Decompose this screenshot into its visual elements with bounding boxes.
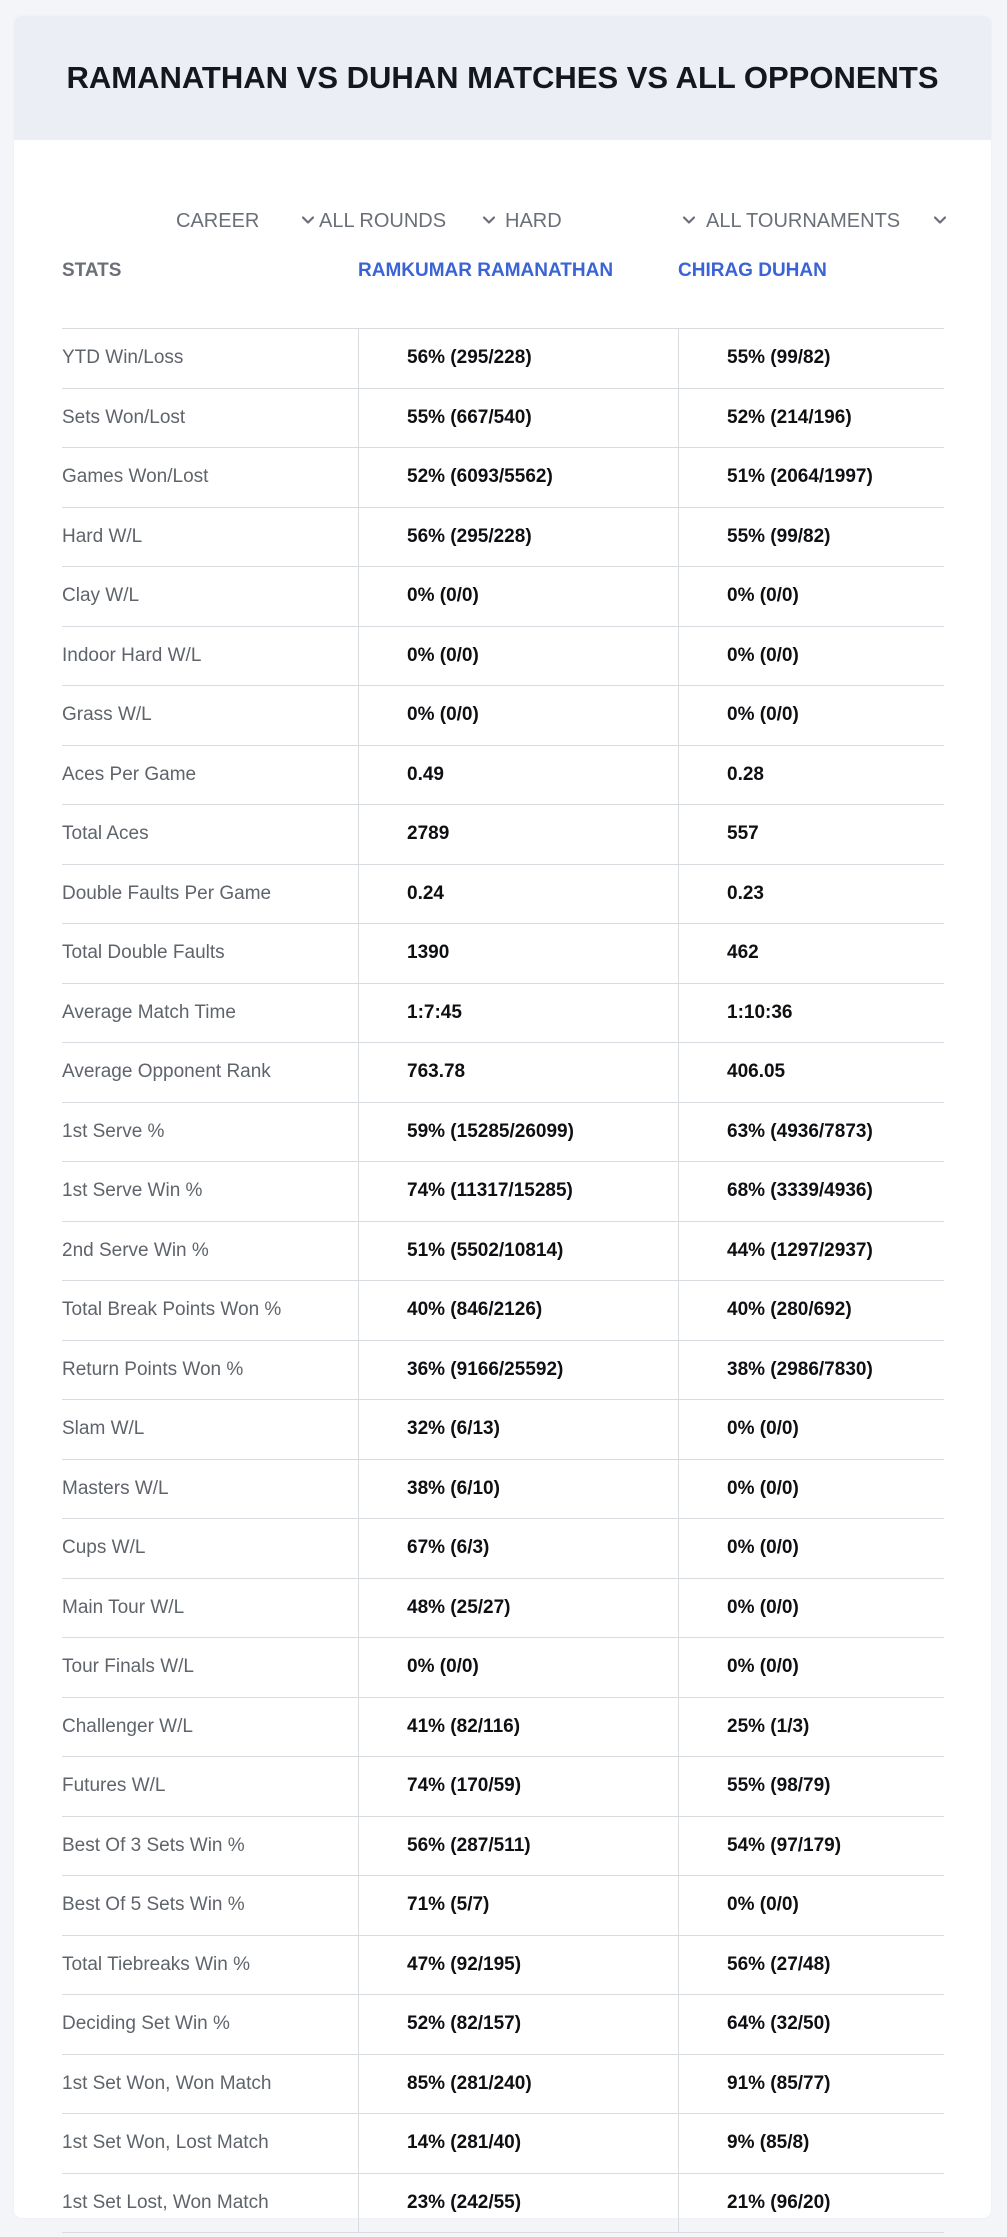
- table-row: [62, 1400, 944, 1460]
- player2-value: 462: [678, 924, 944, 983]
- stat-label: Deciding Set Win %: [62, 2013, 230, 2035]
- player2-value: 0% (0/0): [678, 686, 944, 745]
- player1-value: 36% (9166/25592): [358, 1341, 678, 1400]
- stat-label: Indoor Hard W/L: [62, 644, 202, 666]
- table-row: [62, 627, 944, 687]
- player1-value: 67% (6/3): [358, 1519, 678, 1578]
- stat-label: 1st Set Won, Lost Match: [62, 2132, 269, 2154]
- stat-label: Best Of 3 Sets Win %: [62, 1834, 245, 1856]
- player2-value: 21% (96/20): [678, 2174, 944, 2233]
- table-row: [62, 1579, 944, 1639]
- player1-value: 74% (11317/15285): [358, 1162, 678, 1221]
- table-row: [62, 805, 944, 865]
- table-body: [62, 329, 944, 2233]
- player2-value: 64% (32/50): [678, 1995, 944, 2054]
- table-row: [62, 1876, 944, 1936]
- table-row: [62, 329, 944, 389]
- player2-value: 91% (85/77): [678, 2055, 944, 2114]
- chevron-down-icon: [930, 210, 950, 230]
- player1-value: 56% (295/228): [358, 329, 678, 388]
- player2-value: 9% (85/8): [678, 2114, 944, 2173]
- table-row: [62, 1638, 944, 1698]
- stat-label: Aces Per Game: [62, 763, 197, 785]
- page-title: RAMANATHAN VS DUHAN MATCHES VS ALL OPPONENTS: [66, 60, 939, 95]
- table-row: [62, 1281, 944, 1341]
- player1-value: 56% (295/228): [358, 508, 678, 567]
- chevron-down-icon: [298, 210, 318, 230]
- player1-value: 0.24: [358, 865, 678, 924]
- stat-label: YTD Win/Loss: [62, 347, 184, 369]
- player1-value: 47% (92/195): [358, 1936, 678, 1995]
- stat-label: Average Match Time: [62, 1001, 236, 1023]
- player2-value: 0% (0/0): [678, 1876, 944, 1935]
- player2-value: 0% (0/0): [678, 1400, 944, 1459]
- player1-value: 0% (0/0): [358, 1638, 678, 1697]
- stat-label: Total Double Faults: [62, 942, 225, 964]
- stat-label: 1st Set Lost, Won Match: [62, 2191, 269, 2213]
- stat-label: Clay W/L: [62, 585, 140, 607]
- player2-column-header[interactable]: CHIRAG DUHAN: [678, 260, 827, 281]
- player1-value: 23% (242/55): [358, 2174, 678, 2233]
- player1-value: 38% (6/10): [358, 1460, 678, 1519]
- tournaments-select[interactable]: [706, 186, 900, 256]
- player1-value: 32% (6/13): [358, 1400, 678, 1459]
- player2-value: 44% (1297/2937): [678, 1222, 944, 1281]
- stat-label: Grass W/L: [62, 704, 152, 726]
- table-row: [62, 448, 944, 508]
- table-row: [62, 1043, 944, 1103]
- player1-value: 1:7:45: [358, 984, 678, 1043]
- filter-bar: [14, 186, 991, 256]
- stat-label: Sets Won/Lost: [62, 406, 186, 428]
- table-row: [62, 2114, 944, 2174]
- player1-value: 41% (82/116): [358, 1698, 678, 1757]
- player2-value: 0% (0/0): [678, 627, 944, 686]
- player2-value: 0% (0/0): [678, 1638, 944, 1697]
- player1-value: 14% (281/40): [358, 2114, 678, 2173]
- player1-value: 52% (82/157): [358, 1995, 678, 2054]
- stat-label: Total Tiebreaks Win %: [62, 1953, 250, 1975]
- stat-label: Cups W/L: [62, 1537, 146, 1559]
- table-row: [62, 1162, 944, 1222]
- stat-label: Futures W/L: [62, 1775, 166, 1797]
- chevron-down-icon: [479, 210, 499, 230]
- player2-value: 0% (0/0): [678, 1519, 944, 1578]
- stat-label: Total Aces: [62, 823, 149, 845]
- player2-value: 0% (0/0): [678, 567, 944, 626]
- player2-value: 557: [678, 805, 944, 864]
- stat-label: Hard W/L: [62, 525, 143, 547]
- table-row: [62, 2055, 944, 2115]
- stat-label: Masters W/L: [62, 1477, 169, 1499]
- player2-value: 38% (2986/7830): [678, 1341, 944, 1400]
- table-row: [62, 389, 944, 449]
- table-row: [62, 746, 944, 806]
- surface-select-value: HARD: [505, 209, 562, 232]
- table-row: [62, 865, 944, 925]
- table-row: [62, 1936, 944, 1996]
- stat-label: Slam W/L: [62, 1418, 145, 1440]
- table-row: [62, 1103, 944, 1163]
- player2-value: 63% (4936/7873): [678, 1103, 944, 1162]
- player1-column-header[interactable]: RAMKUMAR RAMANATHAN: [358, 260, 614, 281]
- table-row: [62, 984, 944, 1044]
- player1-value: 74% (170/59): [358, 1757, 678, 1816]
- table-row: [62, 1757, 944, 1817]
- player1-value: 0% (0/0): [358, 686, 678, 745]
- player2-value: 0% (0/0): [678, 1460, 944, 1519]
- table-row: [62, 1817, 944, 1877]
- player2-value: 55% (98/79): [678, 1757, 944, 1816]
- surface-select[interactable]: [505, 186, 562, 256]
- player2-value: 25% (1/3): [678, 1698, 944, 1757]
- period-select[interactable]: [176, 186, 259, 256]
- player1-value: 0% (0/0): [358, 567, 678, 626]
- player1-value: 85% (281/240): [358, 2055, 678, 2114]
- table-row: [62, 1222, 944, 1282]
- player1-value: 2789: [358, 805, 678, 864]
- player1-value: 40% (846/2126): [358, 1281, 678, 1340]
- player2-value: 1:10:36: [678, 984, 944, 1043]
- player1-value: 763.78: [358, 1043, 678, 1102]
- stats-column-header: STATS: [62, 260, 122, 281]
- player2-value: 55% (99/82): [678, 329, 944, 388]
- rounds-select[interactable]: [319, 186, 446, 256]
- player2-value: 0.28: [678, 746, 944, 805]
- stat-label: Double Faults Per Game: [62, 882, 272, 904]
- table-row: [62, 1341, 944, 1401]
- player2-value: 406.05: [678, 1043, 944, 1102]
- table-row: [62, 686, 944, 746]
- player1-value: 0.49: [358, 746, 678, 805]
- stat-label: Return Points Won %: [62, 1358, 244, 1380]
- player2-value: 56% (27/48): [678, 1936, 944, 1995]
- stat-label: Tour Finals W/L: [62, 1656, 194, 1678]
- player2-value: 52% (214/196): [678, 389, 944, 448]
- stats-card: [14, 16, 991, 2218]
- table-row: [62, 1698, 944, 1758]
- player1-value: 71% (5/7): [358, 1876, 678, 1935]
- table-row: [62, 2174, 944, 2234]
- stat-label: Average Opponent Rank: [62, 1061, 271, 1083]
- player2-value: 68% (3339/4936): [678, 1162, 944, 1221]
- player2-value: 51% (2064/1997): [678, 448, 944, 507]
- player2-value: 40% (280/692): [678, 1281, 944, 1340]
- stat-label: Challenger W/L: [62, 1715, 193, 1737]
- player2-value: 54% (97/179): [678, 1817, 944, 1876]
- table-row: [62, 1519, 944, 1579]
- player2-value: 0% (0/0): [678, 1579, 944, 1638]
- table-header: [62, 254, 944, 329]
- tournaments-select-value: ALL TOURNAMENTS: [706, 209, 901, 232]
- stat-label: 2nd Serve Win %: [62, 1239, 209, 1261]
- stat-label: 1st Serve Win %: [62, 1180, 203, 1202]
- table-row: [62, 924, 944, 984]
- chevron-down-icon: [679, 210, 699, 230]
- stat-label: Games Won/Lost: [62, 466, 209, 488]
- player1-value: 56% (287/511): [358, 1817, 678, 1876]
- player1-value: 55% (667/540): [358, 389, 678, 448]
- stat-label: Best Of 5 Sets Win %: [62, 1894, 245, 1916]
- table-row: [62, 508, 944, 568]
- player1-value: 51% (5502/10814): [358, 1222, 678, 1281]
- player1-value: 52% (6093/5562): [358, 448, 678, 507]
- player2-value: 55% (99/82): [678, 508, 944, 567]
- rounds-select-value: ALL ROUNDS: [319, 209, 447, 232]
- player1-value: 1390: [358, 924, 678, 983]
- stat-label: 1st Serve %: [62, 1120, 165, 1142]
- stat-label: Total Break Points Won %: [62, 1299, 282, 1321]
- table-row: [62, 567, 944, 627]
- card-header: [14, 16, 991, 140]
- player1-value: 0% (0/0): [358, 627, 678, 686]
- player2-value: 0.23: [678, 865, 944, 924]
- player1-value: 48% (25/27): [358, 1579, 678, 1638]
- player1-value: 59% (15285/26099): [358, 1103, 678, 1162]
- table-row: [62, 1995, 944, 2055]
- table-row: [62, 1460, 944, 1520]
- stat-label: Main Tour W/L: [62, 1596, 185, 1618]
- stat-label: 1st Set Won, Won Match: [62, 2072, 272, 2094]
- period-select-value: CAREER: [176, 209, 260, 232]
- stats-table: [62, 254, 944, 2233]
